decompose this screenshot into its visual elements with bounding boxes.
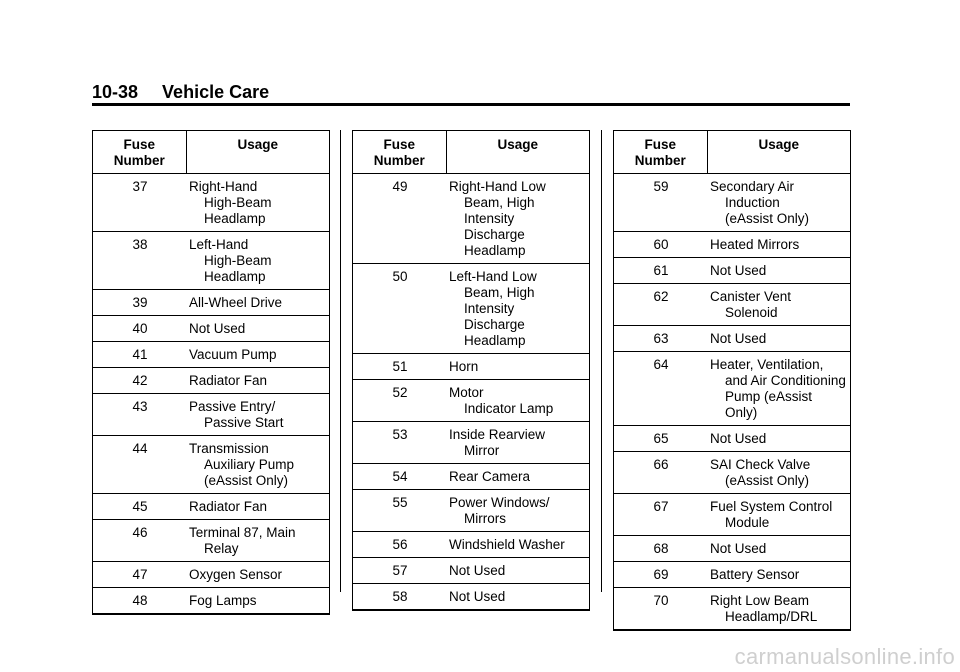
fuse-usage: [707, 562, 851, 588]
page-header: [92, 81, 852, 103]
column-divider: [340, 130, 341, 592]
fuse-number: 61: [614, 258, 708, 284]
table-row: [614, 258, 851, 284]
usage-line: (eAssist Only): [204, 473, 289, 488]
usage-line: Not Used: [449, 589, 506, 604]
table-row: [353, 380, 590, 422]
usage-line: Indicator Lamp: [464, 401, 554, 416]
usage-line: Not Used: [710, 263, 767, 278]
usage-line: High-Beam: [204, 195, 272, 210]
fuse-usage: [186, 436, 330, 494]
fuse-usage: [446, 354, 590, 380]
table-row: [93, 174, 330, 232]
fuse-number: 40: [93, 316, 187, 342]
table-row: [614, 232, 851, 258]
usage-line: Headlamp: [464, 333, 526, 348]
usage-header: Usage: [446, 131, 590, 174]
fuse-usage: [186, 290, 330, 316]
fuse-usage: [707, 258, 851, 284]
fuse-usage: [186, 494, 330, 520]
fuse-usage: [186, 368, 330, 394]
usage-line: Headlamp/DRL: [725, 609, 818, 624]
header-text: [92, 81, 852, 103]
usage-line: Motor: [449, 385, 484, 400]
usage-line: Not Used: [710, 431, 767, 446]
watermark: carmanualsonline.info: [734, 644, 955, 669]
fuse-number: 52: [353, 380, 447, 422]
usage-line: Rear Camera: [449, 469, 531, 484]
usage-line: Vacuum Pump: [189, 347, 277, 362]
fuse-number: 44: [93, 436, 187, 494]
usage-line: Headlamp: [464, 243, 526, 258]
table-row: [353, 490, 590, 532]
usage-line: High-Beam: [204, 253, 272, 268]
fuse-usage: [186, 174, 330, 232]
fuse-number: 51: [353, 354, 447, 380]
fuse-number: 58: [353, 584, 447, 611]
table-row: [93, 520, 330, 562]
table-row: [93, 562, 330, 588]
fuse-number: 69: [614, 562, 708, 588]
usage-line: Discharge: [464, 227, 525, 242]
usage-line: Heated Mirrors: [710, 237, 800, 252]
fuse-number: 68: [614, 536, 708, 562]
fuse-number: 55: [353, 490, 447, 532]
fuse-usage: [446, 264, 590, 354]
table-row: [614, 536, 851, 562]
fuse-usage: [707, 588, 851, 631]
usage-line: Battery Sensor: [710, 567, 800, 582]
fuse-usage: [186, 316, 330, 342]
usage-line: Radiator Fan: [189, 499, 268, 514]
table-row: [93, 588, 330, 615]
usage-line: All-Wheel Drive: [189, 295, 283, 310]
fuse-usage: [446, 174, 590, 264]
fuse-table-3: [613, 130, 851, 631]
fuse-number: 62: [614, 284, 708, 326]
fuse-usage: [446, 558, 590, 584]
usage-line: Auxiliary Pump: [204, 457, 295, 472]
fuse-number: 48: [93, 588, 187, 615]
fuse-number: 60: [614, 232, 708, 258]
fuse-usage: [186, 562, 330, 588]
fuse-number: 43: [93, 394, 187, 436]
page-number: 10-38: [92, 82, 139, 102]
table-row: [614, 494, 851, 536]
table-row: [93, 290, 330, 316]
table-row: [93, 368, 330, 394]
fuse-number: 64: [614, 352, 708, 426]
column-divider: [601, 130, 602, 592]
fuse-usage: [707, 352, 851, 426]
fuse-usage: [707, 494, 851, 536]
usage-line: Not Used: [710, 331, 767, 346]
fuse-usage: [707, 536, 851, 562]
table-row: [353, 532, 590, 558]
fuse-usage: [446, 584, 590, 611]
fuse-usage: [186, 588, 330, 615]
fuse-number: 53: [353, 422, 447, 464]
usage-line: (eAssist Only): [725, 211, 810, 226]
header-rule: [92, 103, 850, 106]
usage-line: Pump (eAssist Only): [725, 389, 813, 420]
usage-line: Not Used: [449, 563, 506, 578]
usage-header: Usage: [707, 131, 851, 174]
table-row: [353, 422, 590, 464]
fuse-usage: [446, 532, 590, 558]
usage-line: Secondary Air: [710, 179, 795, 194]
fuse-usage: [446, 490, 590, 532]
fuse-usage: [186, 394, 330, 436]
usage-line: Module: [725, 515, 770, 530]
fuse-usage: [186, 520, 330, 562]
usage-line: Windshield Washer: [449, 537, 565, 552]
fuse-number: 56: [353, 532, 447, 558]
table-row: [614, 326, 851, 352]
usage-line: Oxygen Sensor: [189, 567, 283, 582]
fuse-number: 59: [614, 174, 708, 232]
fuse-usage: [707, 426, 851, 452]
fuse-usage: [707, 232, 851, 258]
fuse-number: 49: [353, 174, 447, 264]
usage-line: Passive Entry/: [189, 399, 276, 414]
table-row: [93, 494, 330, 520]
usage-line: Mirror: [464, 443, 500, 458]
table-row: [353, 354, 590, 380]
fuse-number: 57: [353, 558, 447, 584]
usage-line: Terminal 87, Main: [189, 525, 296, 540]
table-row: [614, 562, 851, 588]
usage-line: Fog Lamps: [189, 593, 257, 608]
table-row: [93, 316, 330, 342]
usage-line: SAI Check Valve: [710, 457, 811, 472]
usage-line: Inside Rearview: [449, 427, 546, 442]
table-row: [353, 264, 590, 354]
fuse-number: 41: [93, 342, 187, 368]
fuse-table-1: [92, 130, 330, 615]
usage-line: Induction: [725, 195, 780, 210]
fuse-number-header: Fuse Number: [93, 131, 187, 174]
fuse-usage: [186, 232, 330, 290]
usage-line: Relay: [204, 541, 239, 556]
usage-line: Beam, High Intensity: [464, 195, 535, 226]
table-row: [353, 464, 590, 490]
fuse-number: 67: [614, 494, 708, 536]
table-row: [93, 232, 330, 290]
table-row: [353, 584, 590, 611]
usage-line: and Air Conditioning: [725, 373, 846, 388]
fuse-number: 65: [614, 426, 708, 452]
fuse-number: 54: [353, 464, 447, 490]
usage-line: Right Low Beam: [710, 593, 810, 608]
usage-line: Canister Vent: [710, 289, 792, 304]
usage-line: (eAssist Only): [725, 473, 810, 488]
table-row: [353, 174, 590, 264]
fuse-usage: [446, 422, 590, 464]
fuse-number: 39: [93, 290, 187, 316]
usage-line: Horn: [449, 359, 479, 374]
usage-line: Transmission: [189, 441, 269, 456]
usage-line: Fuel System Control: [710, 499, 833, 514]
fuse-table-2: [352, 130, 590, 611]
usage-header: Usage: [186, 131, 330, 174]
usage-line: Not Used: [710, 541, 767, 556]
table-row: [93, 394, 330, 436]
usage-line: Mirrors: [464, 511, 506, 526]
fuse-number: 46: [93, 520, 187, 562]
fuse-number: 63: [614, 326, 708, 352]
usage-line: Beam, High Intensity: [464, 285, 535, 316]
usage-line: Headlamp: [204, 211, 266, 226]
fuse-usage: [186, 342, 330, 368]
table-row: [614, 452, 851, 494]
fuse-number-header: Fuse Number: [614, 131, 708, 174]
usage-line: Heater, Ventilation,: [710, 357, 824, 372]
table-row: [614, 284, 851, 326]
fuse-number: 45: [93, 494, 187, 520]
fuse-usage: [707, 326, 851, 352]
usage-line: Discharge: [464, 317, 525, 332]
fuse-number: 38: [93, 232, 187, 290]
usage-line: Right-Hand Low: [449, 179, 546, 194]
usage-line: Right-Hand: [189, 179, 258, 194]
table-row: [353, 558, 590, 584]
usage-line: Solenoid: [725, 305, 778, 320]
usage-line: Headlamp: [204, 269, 266, 284]
fuse-usage: [707, 174, 851, 232]
fuse-usage: [446, 380, 590, 422]
table-row: [614, 588, 851, 631]
fuse-number: 66: [614, 452, 708, 494]
fuse-usage: [707, 284, 851, 326]
fuse-number: 37: [93, 174, 187, 232]
table-row: [614, 352, 851, 426]
table-row: [614, 426, 851, 452]
section-title: Vehicle Care: [162, 82, 270, 102]
table-row: [93, 436, 330, 494]
fuse-number: 47: [93, 562, 187, 588]
fuse-usage: [707, 452, 851, 494]
usage-line: Passive Start: [204, 415, 284, 430]
fuse-number: 50: [353, 264, 447, 354]
usage-line: Left-Hand: [189, 237, 249, 252]
usage-line: Left-Hand Low: [449, 269, 537, 284]
fuse-number: 42: [93, 368, 187, 394]
fuse-number: 70: [614, 588, 708, 631]
usage-line: Not Used: [189, 321, 246, 336]
table-row: [614, 174, 851, 232]
fuse-number-header: Fuse Number: [353, 131, 447, 174]
fuse-usage: [446, 464, 590, 490]
usage-line: Power Windows/: [449, 495, 550, 510]
usage-line: Radiator Fan: [189, 373, 268, 388]
table-row: [93, 342, 330, 368]
